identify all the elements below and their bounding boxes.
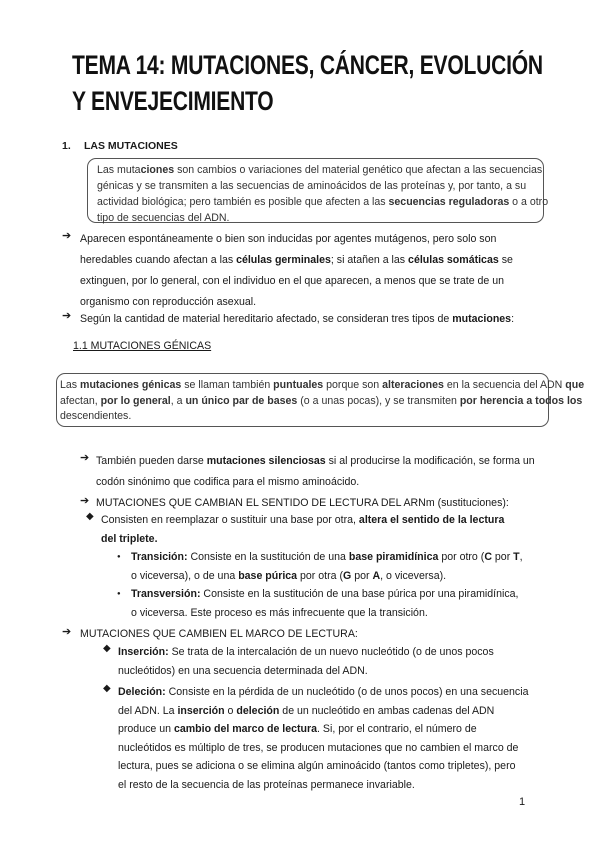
text-run: Consiste en la sustitución de una — [187, 551, 349, 563]
diamond-bullet-icon: ◆ — [86, 511, 94, 522]
bold-term: T — [513, 551, 520, 563]
paragraph-aparecen — [80, 229, 513, 313]
bold-term: base piramidínica — [348, 551, 439, 563]
text-run: MUTACIONES QUE CAMBIAN EL SENTIDO DE LECTURA DEL ARNm (sustituciones): — [96, 497, 509, 509]
text-run: tipo de secuencias del ADN. — [97, 212, 230, 224]
text-run: , o viceversa). — [380, 569, 447, 582]
text-line — [96, 451, 535, 472]
bold-term: A — [372, 569, 381, 582]
text-run: si al producirse la modificación, se forma un — [325, 455, 535, 467]
text-line — [80, 250, 513, 271]
arrow-bullet-icon: ➔ — [62, 310, 72, 322]
text-line — [131, 585, 518, 604]
diamond-bullet-icon: ◆ — [103, 643, 111, 654]
bold-term: células germinales — [236, 254, 331, 266]
text-run: . Si, por el contrario, el número de — [317, 723, 477, 735]
paragraph-delecion — [118, 683, 528, 794]
text-run: Se trata de la intercalación de un nuevo nucleótido (o de unos pocos — [168, 646, 494, 658]
text-line — [80, 625, 358, 643]
text-run: MUTACIONES QUE CAMBIEN EL MARCO DE LECTURA: — [80, 628, 358, 640]
text-run: También pueden darse — [96, 455, 207, 467]
bold-term: deleción — [236, 704, 280, 717]
text-run: por otro ( — [438, 551, 485, 563]
text-run: del ADN. La — [118, 704, 178, 717]
bold-term: mutaciones génicas — [80, 379, 182, 391]
text-line — [131, 567, 523, 586]
page-number: 1 — [519, 796, 526, 808]
text-run: porque son — [323, 379, 383, 391]
text-run: produce un — [118, 723, 174, 735]
text-run: Según la cantidad de material hereditario afectado, se consideran tres tipos de — [80, 313, 453, 325]
text-line — [118, 643, 494, 662]
text-run: , — [519, 551, 523, 563]
text-line — [80, 271, 513, 292]
arrow-bullet-icon: ➔ — [80, 495, 90, 507]
bold-term: por lo general — [100, 394, 171, 407]
text-run: nucleótidos) en una secuencia determinada del ADN. — [118, 664, 368, 677]
text-line — [97, 178, 548, 194]
subsection-heading: 1.1 MUTACIONES GÉNICAS — [73, 340, 212, 352]
bold-term: del triplete. — [101, 532, 158, 545]
text-line — [80, 309, 514, 330]
paragraph-insercion — [118, 643, 494, 680]
bold-term: inserción — [177, 704, 225, 717]
text-run: nucleótidos es múltiplo de tres, se producen mutaciones que no cambien el marco de — [118, 741, 519, 754]
text-line — [118, 662, 494, 681]
bold-term: por herencia a todos los — [459, 394, 583, 407]
text-line — [60, 394, 584, 410]
text-line — [96, 494, 509, 512]
text-run: se — [498, 254, 513, 266]
text-line — [96, 472, 535, 493]
text-run: génicas y se transmiten a las secuencias de aminoácidos de las proteínas y, por tanto, a su — [97, 180, 527, 192]
dot-bullet-icon: ● — [117, 591, 121, 597]
text-run: por — [491, 551, 514, 563]
text-run: Consisten en reemplazar o sustituir una base por otra, — [101, 514, 359, 526]
text-line — [118, 702, 528, 721]
document-title-line-2: Y ENVEJECIMIENTO — [72, 86, 274, 116]
bold-term: puntuales — [273, 379, 324, 391]
arrow-bullet-icon: ➔ — [62, 626, 72, 638]
text-run: descendientes. — [60, 410, 132, 422]
dot-bullet-icon: ● — [117, 554, 121, 560]
text-run: por otra ( — [297, 569, 344, 582]
text-run: en la secuencia del ADN — [443, 379, 566, 391]
text-run: por — [351, 569, 373, 582]
section-number: 1. — [62, 140, 71, 152]
bold-term: mutaciones silenciosas — [206, 455, 326, 467]
text-line — [118, 683, 528, 702]
text-line — [118, 757, 528, 776]
bold-term: células somáticas — [408, 254, 499, 266]
section-heading — [62, 140, 178, 152]
bold-term: C — [484, 551, 492, 563]
text-run: extinguen, por lo general, con el individuo en el que aparecen, a menos que se trate de un — [80, 275, 505, 287]
bold-term: base púrica — [238, 569, 298, 582]
text-run: afectan, — [60, 394, 101, 407]
text-run: heredables cuando afectan a las — [80, 254, 237, 266]
text-line — [97, 194, 548, 210]
bold-term: mutaciones — [452, 313, 512, 325]
text-line — [118, 739, 528, 758]
text-run: o — [224, 704, 237, 717]
bold-term: Transición: — [131, 551, 188, 563]
bold-term: secuencias reguladoras — [388, 196, 510, 208]
text-line — [118, 776, 528, 795]
text-line — [80, 229, 513, 250]
text-run: Las — [60, 379, 81, 391]
text-line — [97, 162, 548, 178]
heading-cambian-sentido — [96, 494, 509, 512]
text-run: se llaman también — [181, 379, 274, 391]
paragraph-transicion — [131, 548, 523, 585]
paragraph-segun — [80, 309, 514, 330]
text-run: Aparecen espontáneamente o bien son inducidas por agentes mutágenos, pero solo son — [80, 233, 497, 245]
paragraph-consisten — [101, 511, 504, 548]
text-run: de un nucleótido en ambas cadenas del ADN — [279, 704, 495, 717]
text-line — [118, 720, 528, 739]
text-run: : — [511, 313, 515, 325]
text-run: ; si atañen a las — [330, 254, 409, 266]
bold-term: un único par de bases — [185, 394, 298, 407]
text-run: (o a unas pocas), y se transmiten — [297, 394, 460, 407]
text-run: Consiste en la sustitución de una base púrica por una piramidínica, — [200, 588, 519, 600]
text-line — [97, 210, 548, 226]
definition-text — [97, 162, 548, 226]
text-run: el resto de la secuencia de las proteínas permanece invariable. — [118, 778, 415, 791]
text-run: Consiste en la pérdida de un nucleótido (o de unos pocos) en una secuencia — [165, 686, 529, 698]
text-run: actividad biológica; pero también es posible que afecten a las — [97, 196, 389, 208]
text-run: codón sinónimo que codifica para el mismo aminoácido. — [96, 476, 360, 488]
paragraph-transversion — [131, 585, 518, 622]
bold-term: cambio del marco de lectura — [173, 723, 318, 735]
section-label: LAS MUTACIONES — [84, 140, 178, 152]
document-title-line-1: TEMA 14: MUTACIONES, CÁNCER, EVOLUCIÓN — [72, 50, 543, 80]
arrow-bullet-icon: ➔ — [80, 452, 90, 464]
bold-term: alteraciones — [382, 379, 444, 391]
arrow-bullet-icon: ➔ — [62, 230, 72, 242]
paragraph-tambien — [96, 451, 535, 493]
text-line — [131, 548, 523, 567]
genicas-text — [60, 378, 584, 425]
text-run: lectura, pues se adiciona o se elimina algún aminoácido (tantos como tripletes), pero — [118, 760, 516, 772]
text-line — [101, 530, 504, 549]
bold-term: altera el sentido de la lectura — [358, 514, 505, 526]
heading-cambien-marco — [80, 625, 358, 643]
bold-term: ciones — [140, 164, 175, 176]
text-run: o a otro — [509, 196, 549, 208]
text-line — [60, 378, 584, 394]
bold-term: G — [343, 569, 352, 582]
text-run: o viceversa), o de una — [131, 569, 239, 582]
text-run: , a — [170, 394, 186, 407]
bold-term: Deleción: — [118, 686, 166, 698]
text-line — [60, 409, 584, 425]
text-line — [131, 604, 518, 623]
text-run: o viceversa. Este proceso es más infrecuente que la transición. — [131, 606, 428, 619]
text-run: Las muta — [97, 164, 141, 176]
text-run: son cambios o variaciones del material genético que afectan a las secuencias — [174, 164, 543, 176]
bold-term: Inserción: — [118, 646, 169, 658]
diamond-bullet-icon: ◆ — [103, 683, 111, 694]
text-line — [101, 511, 504, 530]
bold-term: Transversión: — [131, 588, 201, 600]
text-run: organismo con reproducción asexual. — [80, 296, 257, 308]
bold-term: que — [565, 379, 585, 391]
